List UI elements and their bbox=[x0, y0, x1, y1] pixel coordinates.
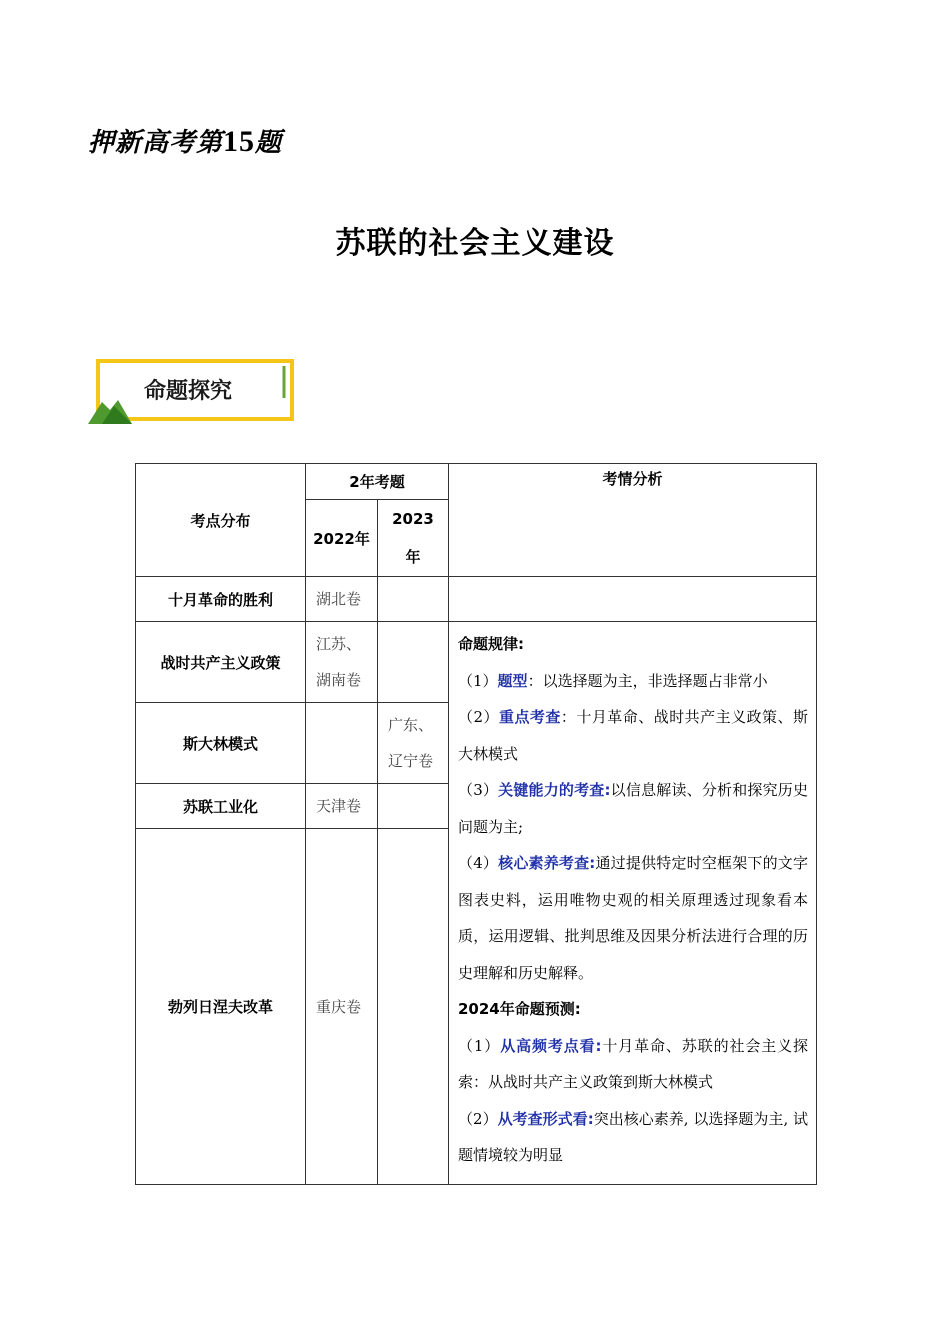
rule-item-1 bbox=[458, 663, 808, 700]
year-2023-cell bbox=[378, 577, 449, 622]
item-text: 通过提供特定时空框架下的文字图表史料，运用唯物史观的相关原理透过现象看本质，运用逻辑、批判思维及因果分析法进行合理的历史理解和历史解释。 bbox=[458, 854, 808, 982]
year-2022-cell: 重庆卷 bbox=[306, 829, 378, 1185]
table-row bbox=[136, 577, 817, 622]
year-2022-cell bbox=[306, 622, 378, 703]
item-key: 题型 bbox=[497, 671, 528, 690]
exam-header-prefix: 押新高考第 bbox=[88, 128, 224, 158]
year-2022-cell: 天津卷 bbox=[306, 784, 378, 829]
item-prefix: （3） bbox=[458, 781, 499, 799]
analysis-blank-cell bbox=[449, 577, 817, 622]
year-2023-cell bbox=[378, 829, 449, 1185]
predict-item-1 bbox=[458, 1028, 808, 1101]
item-key: 从考查形式看: bbox=[497, 1109, 594, 1128]
item-prefix: （2） bbox=[458, 1109, 498, 1128]
topic-cell: 战时共产主义政策 bbox=[136, 622, 306, 703]
header-year-2023 bbox=[378, 500, 449, 577]
item-text: ：以选择题为主，非选择题占非常小 bbox=[527, 671, 768, 690]
rule-item-4 bbox=[458, 845, 808, 991]
year-2023-cell-line1: 广东、 bbox=[388, 716, 434, 734]
year-2023-cell bbox=[378, 622, 449, 703]
year-2022-cell-line2: 湖南卷 bbox=[316, 671, 362, 689]
topic-cell: 苏联工业化 bbox=[136, 784, 306, 829]
predict-title: 2024年命题预测: bbox=[458, 1000, 581, 1018]
year-2023-cell bbox=[378, 703, 449, 784]
year-2022-cell: 湖北卷 bbox=[306, 577, 378, 622]
rule-title: 命题规律: bbox=[458, 635, 524, 653]
topic-cell: 勃列日涅夫改革 bbox=[136, 829, 306, 1185]
topic-cell: 十月革命的胜利 bbox=[136, 577, 306, 622]
year-2023-cell bbox=[378, 784, 449, 829]
exam-header-suffix: 题 bbox=[255, 128, 283, 158]
exam-analysis-table bbox=[135, 463, 817, 1185]
exam-header-number: 15 bbox=[223, 125, 256, 158]
item-key: 从高频考点看: bbox=[500, 1036, 602, 1055]
table-row bbox=[136, 622, 817, 703]
header-year-2023-line1: 2023 bbox=[392, 510, 434, 528]
header-analysis: 考情分析 bbox=[449, 464, 817, 577]
item-key: 关键能力的考查: bbox=[498, 781, 611, 799]
year-2022-cell-line1: 江苏、 bbox=[316, 635, 362, 653]
item-text: 以信息解读、分析和探究历史问题为主; bbox=[458, 781, 808, 836]
header-year-2023-line2: 年 bbox=[405, 548, 421, 566]
item-prefix: （2） bbox=[458, 708, 499, 726]
item-prefix: （1） bbox=[458, 1036, 501, 1055]
item-prefix: （4） bbox=[458, 854, 499, 872]
item-text: 十月革命、苏联的社会主义探索：从战时共产主义政策到斯大林模式 bbox=[458, 1036, 809, 1091]
rule-item-2 bbox=[458, 699, 808, 772]
header-year-2022: 2022年 bbox=[306, 500, 378, 577]
header-years-group: 2年考题 bbox=[306, 464, 449, 500]
year-2023-cell-line2: 辽宁卷 bbox=[388, 752, 434, 770]
section-badge bbox=[88, 358, 298, 428]
predict-item-2 bbox=[458, 1101, 808, 1174]
badge-label: 命题探究 bbox=[144, 379, 233, 404]
item-text: ：十月革命、战时共产主义政策、斯大林模式 bbox=[458, 708, 808, 763]
exam-header bbox=[88, 122, 282, 159]
rule-item-3 bbox=[458, 772, 808, 845]
page-title: 苏联的社会主义建设 bbox=[335, 226, 615, 261]
item-text: 突出核心素养, 以选择题为主, 试题情境较为明显 bbox=[458, 1109, 808, 1164]
item-key: 重点考查 bbox=[498, 708, 561, 726]
header-topic: 考点分布 bbox=[136, 464, 306, 577]
item-prefix: （1） bbox=[458, 671, 498, 690]
year-2022-cell bbox=[306, 703, 378, 784]
analysis-cell bbox=[449, 622, 817, 1185]
item-key: 核心素养考查: bbox=[498, 854, 596, 872]
topic-cell: 斯大林模式 bbox=[136, 703, 306, 784]
